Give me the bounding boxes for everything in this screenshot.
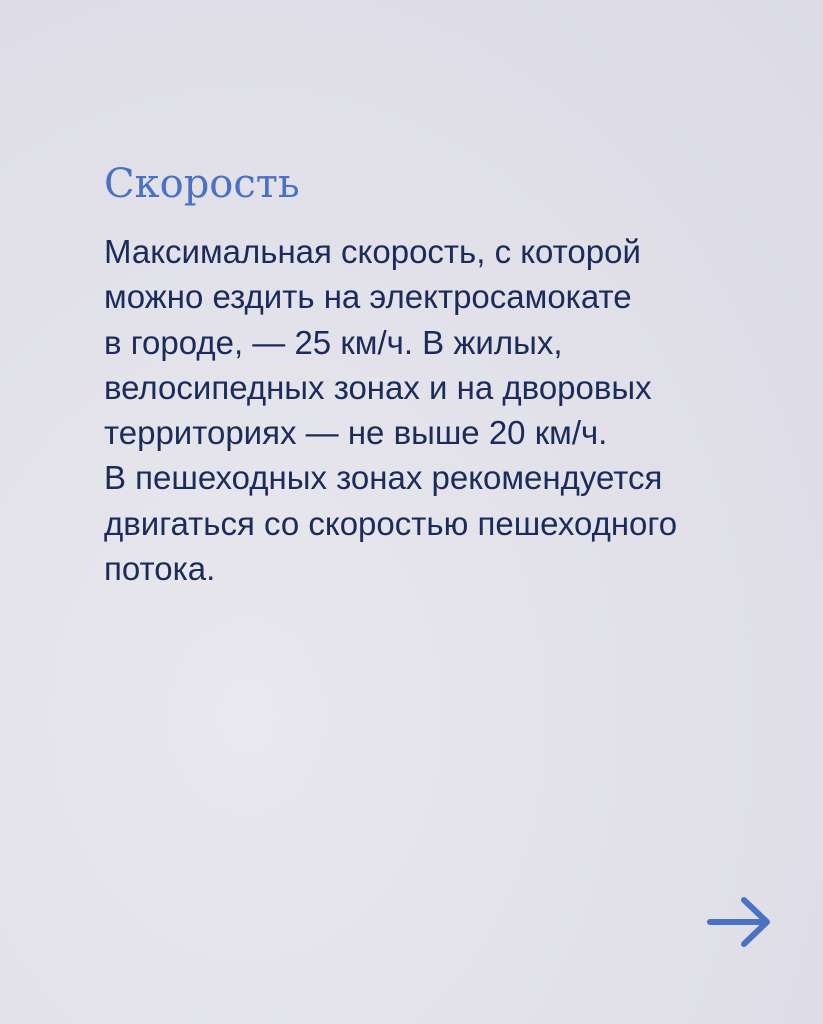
paragraph-line: двигаться со скоростью пешеходного <box>104 504 678 542</box>
paragraph-line: территориях — не выше 20 км/ч. <box>104 414 608 452</box>
slide-title: Скорость <box>104 161 300 207</box>
paragraph-line: велосипедных зонах и на дворовых <box>104 368 652 406</box>
paragraph-line: Максимальная скорость, с которой <box>104 233 641 270</box>
paragraph-line: в городе, — 25 км/ч. В жилых, <box>104 323 563 361</box>
paragraph-line: В пешеходных зонах рекомендуется <box>104 459 663 497</box>
slide-paragraph <box>104 229 794 591</box>
paragraph-line: потока. <box>104 550 216 588</box>
arrow-right-icon[interactable] <box>704 894 774 950</box>
paragraph-line: можно ездить на электросамокате <box>104 278 632 316</box>
